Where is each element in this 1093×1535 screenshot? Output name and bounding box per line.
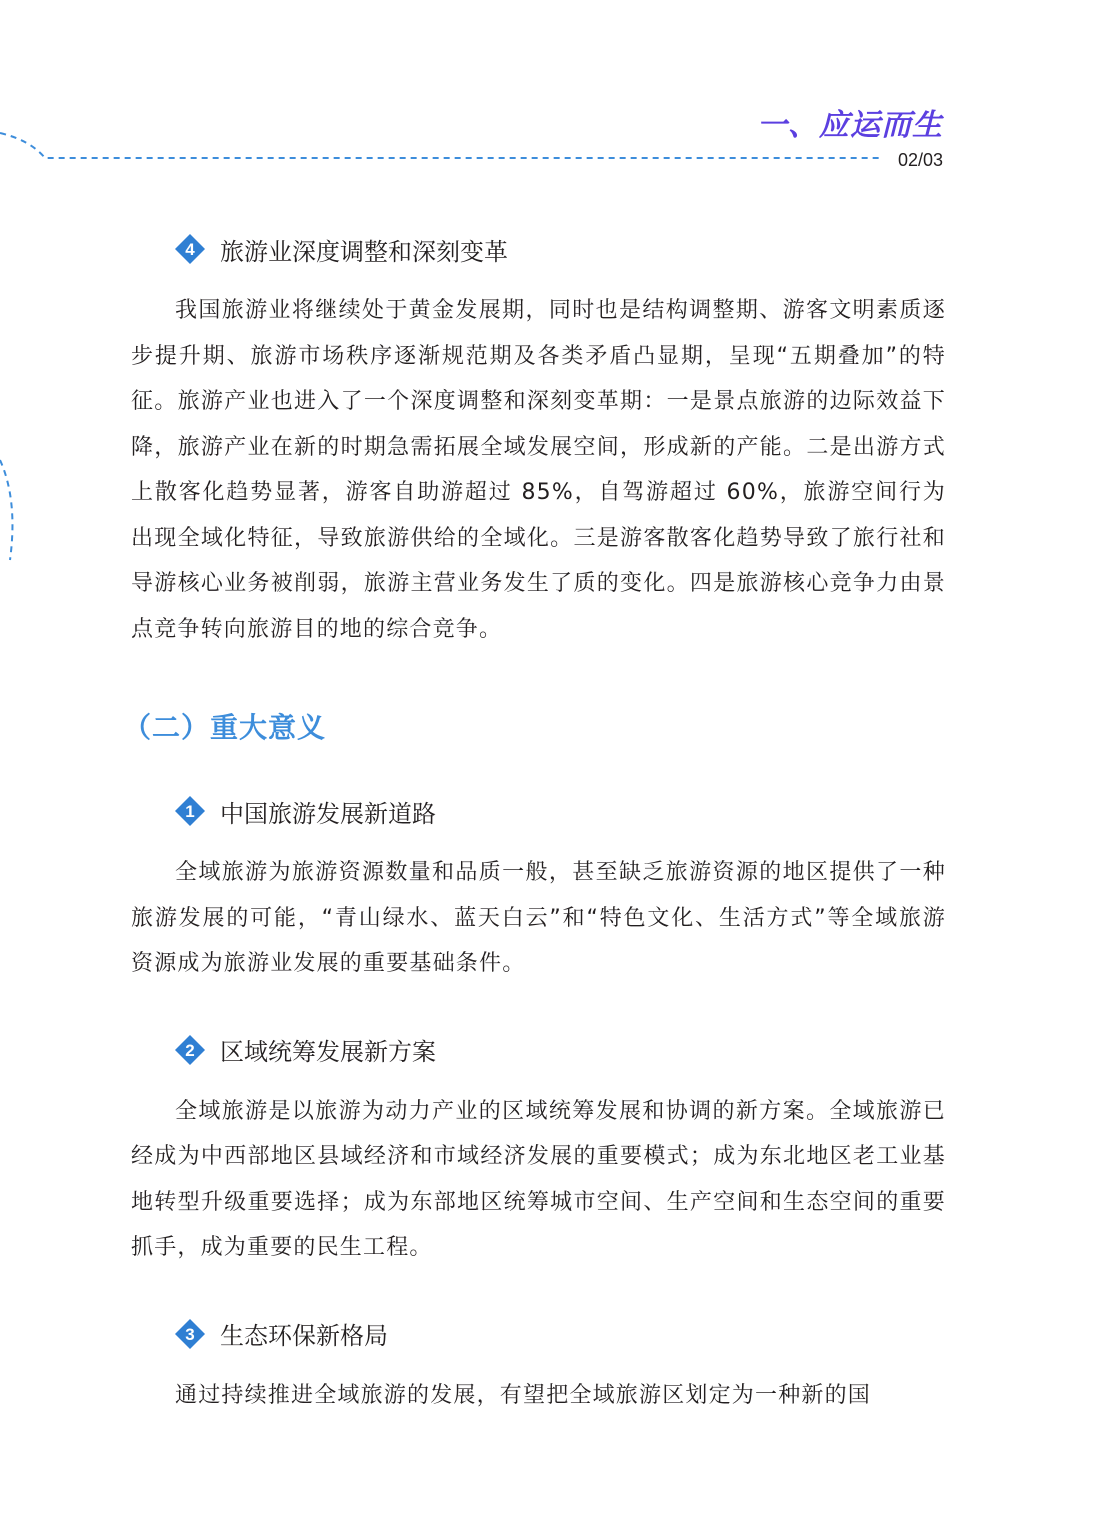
subheading-deep-adjustment <box>174 232 946 266</box>
chapter-title: 一、应运而生 <box>757 108 943 143</box>
left-edge-dashed-curve <box>0 0 40 1535</box>
subheading-regional-plan <box>174 1033 946 1067</box>
badge-number: 2 <box>185 1040 195 1060</box>
subheading-new-road <box>174 794 946 828</box>
subheading-title: 旅游业深度调整和深刻变革 <box>220 237 508 266</box>
subheading-title: 区域统筹发展新方案 <box>220 1038 436 1066</box>
badge-number: 1 <box>185 802 195 821</box>
main-content <box>123 232 946 1418</box>
paragraph: 我国旅游业将继续处于黄金发展期，同时也是结构调整期、游客文明素质逐步提升期、旅游市场秩序逐渐规范期及各类矛盾凸显期，呈现“五期叠加”的特征。旅游产业也进入了一个深度调整和深刻变革期：一是景点旅游的边际效益下降，旅游产业在新的时期急需拓展全域发展空间，形成新的产能。二是出游方式上散客化趋势显著，游客自助游超过 85%，自驾游超过 60%，旅游空间行为出现全域化特征，导致旅游供给的全域化。三是游客散客化趋势导致了旅行社和导游核心业务被削弱，旅游主营业务发生了质的变化。四是旅游核心竞争力由景点竞争转向旅游目的地的综合竞争。 <box>131 298 946 642</box>
badge-number: 4 <box>185 240 195 259</box>
paragraph: 通过持续推进全域旅游的发展，有望把全域旅游区划定为一种新的国 <box>175 1382 872 1408</box>
number-diamond-icon <box>174 1318 206 1350</box>
paragraph: 全域旅游为旅游资源数量和品质一般，甚至缺乏旅游资源的地区提供了一种旅游发展的可能，“青山绿水、蓝天白云”和“特色文化、生活方式”等全域旅游资源成为旅游业发展的重要基础条件。 <box>131 860 946 976</box>
number-diamond-icon <box>174 233 206 265</box>
page-number: 02/03 <box>897 150 943 170</box>
subheading-eco-pattern <box>174 1317 946 1351</box>
subheading-title: 生态环保新格局 <box>220 1322 388 1350</box>
section-heading: （二）重大意义 <box>123 711 327 744</box>
subheading-title: 中国旅游发展新道路 <box>220 799 436 828</box>
number-diamond-icon <box>174 795 206 827</box>
paragraph: 全域旅游是以旅游为动力产业的区域统筹发展和协调的新方案。全域旅游已经成为中西部地区县域经济和市域经济发展的重要模式；成为东北地区老工业基地转型升级重要选择；成为东部地区统筹城市空间、生产空间和生态空间的重要抓手，成为重要的民生工程。 <box>131 1098 946 1260</box>
badge-number: 3 <box>185 1324 195 1344</box>
number-diamond-icon <box>174 1034 206 1066</box>
